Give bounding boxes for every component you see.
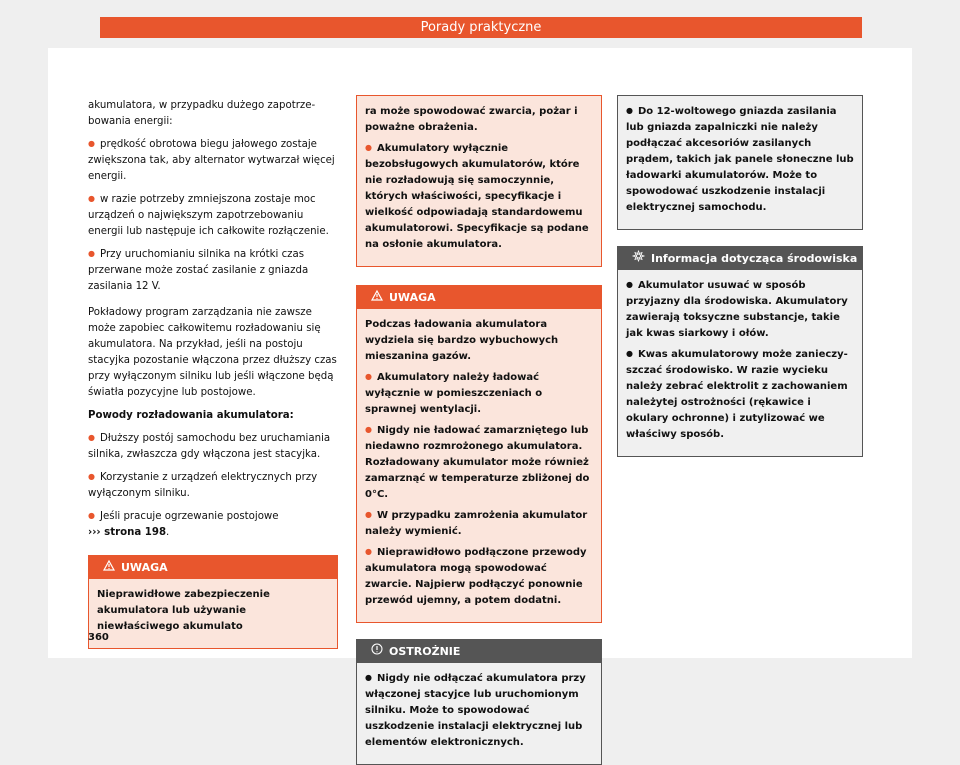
warning-box [88, 555, 338, 649]
warning-box-header [89, 556, 337, 579]
column-3 [617, 98, 863, 457]
column-2 [356, 98, 602, 765]
warning-list-item: ● Nieprawidłowo podłączone przewody akumulatora mogą spowodować zwarcie. Najpierw podłączyć ponownie przewód ujemny, a potem dodatni. [365, 545, 593, 609]
warning-text: ra może spowodować zwarcia, pożar i poważne obrażenia. [365, 106, 578, 133]
warning-text: Nieprawidłowe zabezpieczenie akumulatora lub używanie niewłaściwego akumulato [97, 589, 270, 632]
list-item [88, 509, 338, 541]
list-item: ● Dłuższy postój samochodu bez uruchamiania silnika, zwłaszcza gdy włączona jest stacyjka. [88, 431, 338, 463]
page-header: Porady praktyczne [100, 17, 862, 38]
caution-list-item: ● Nigdy nie odłączać akumulatora przy włączonej stacyjce lub uruchomionym silniku. Może to spowodować uszkodzenie instalacji elektrycznej lub elementów elektronicznych. [365, 671, 593, 751]
warning-list-item: ● Akumulatory należy ładować wyłącznie w pomieszczeniach o sprawnej wentylacji. [365, 370, 593, 418]
environment-list-item: ● Kwas akumulatorowy może zanieczyszczać środowisko. W razie wycieku należy zebrać elektrolit z zachowaniem należytej ostrożności (rękawice i okulary ochronne) i zutylizować we właściwy sposób. [626, 347, 854, 443]
caution-box-continued [617, 95, 863, 230]
warning-box-body [357, 309, 601, 622]
environment-box-body [618, 270, 862, 456]
period: . [166, 527, 170, 538]
environment-box [617, 246, 863, 457]
warning-list-item: ● W przypadku zamrożenia akumulator należy wymienić. [365, 508, 593, 540]
paragraph: Pokładowy program zarządzania nie zawsze może zapobiec całkowitemu rozładowaniu się akumulatora. Na przykład, jeśli na postoju stacyjka pozostanie włączona przez dłuższy czas przy wyłączonym silniku lub jeśli włączone będą światła pozycyjne lub postojowe. [88, 307, 337, 398]
warning-box-continued [356, 95, 602, 267]
warning-triangle-icon [371, 286, 383, 309]
section-heading: Powody rozładowania akumulatora: [88, 410, 294, 421]
warning-intro: Podczas ładowania akumulatora wydziela się bardzo wybuchowych mieszanina gazów. [365, 319, 559, 362]
warning-triangle-icon [103, 556, 115, 579]
environment-box-header [618, 247, 862, 270]
list-item: ● prędkość obrotowa biegu jałowego zostaje zwiększona tak, aby alternator wytwarzał więcej energii. [88, 137, 338, 185]
page-reference-link[interactable]: ››› strona 198 [88, 527, 167, 538]
warning-box [356, 285, 602, 623]
warning-box-body [89, 579, 337, 648]
environment-list-item: ● Akumulator usuwać w sposób przyjazny dla środowiska. Akumulatory zawierają toksyczne substancje, takie jak kwas siarkowy i ołów. [626, 278, 854, 342]
list-item: ● Korzystanie z urządzeń elektrycznych przy wyłączonym silniku. [88, 470, 338, 502]
intro-text: akumulatora, w przypadku dużego zapotrzebowania energii: [88, 100, 316, 127]
warning-list-item: ● Akumulatory wyłącznie bezobsługowych akumulatorów, które nie rozładowują się samoczynnie, których właściwości, specyfikacje i wielkość odpowiadają standardowemu akumulatorowi. Specyfikacje są podane na osłonie akumulatora. [365, 141, 593, 253]
warning-list-item: ● Nigdy nie ładować zamarzniętego lub niedawno rozmrożonego akumulatora. Rozładowany akumulator może również zamarznąć w temperaturze zbliżonej do 0°C. [365, 423, 593, 503]
list-item: ● Przy uruchomianiu silnika na krótki czas przerwane może zostać zasilanie z gniazda zasilania 12 V. [88, 247, 338, 295]
environment-leaf-icon [632, 247, 645, 270]
warning-title: UWAGA [121, 561, 168, 574]
list-item: ● w razie potrzeby zmniejszona zostaje moc urządzeń o największym zapotrzebowaniu energii lub następuje ich całkowite rozłączenie. [88, 192, 338, 240]
page-number: 360 [88, 632, 109, 643]
column-1 [88, 98, 338, 649]
caution-box [356, 639, 602, 765]
caution-list-item: ● Do 12-woltowego gniazda zasilania lub gniazda zapalniczki nie należy podłączać akcesoriów zasilanych prądem, takich jak panele słoneczne lub ładowarki akumulatorów. Może to spowodować uszkodzenie instalacji elektrycznej samochodu. [626, 104, 854, 216]
caution-box-body [618, 96, 862, 229]
caution-box-header [357, 640, 601, 663]
caution-box-body [357, 663, 601, 764]
caution-title: OSTROŻNIE [389, 645, 461, 658]
warning-box-body [357, 96, 601, 266]
warning-title: UWAGA [389, 291, 436, 304]
environment-title: Informacja dotycząca środowiska [651, 252, 858, 265]
warning-box-header [357, 286, 601, 309]
info-circle-icon [371, 640, 383, 663]
list-item-text: Jeśli pracuje ogrzewanie postojowe [99, 511, 279, 522]
